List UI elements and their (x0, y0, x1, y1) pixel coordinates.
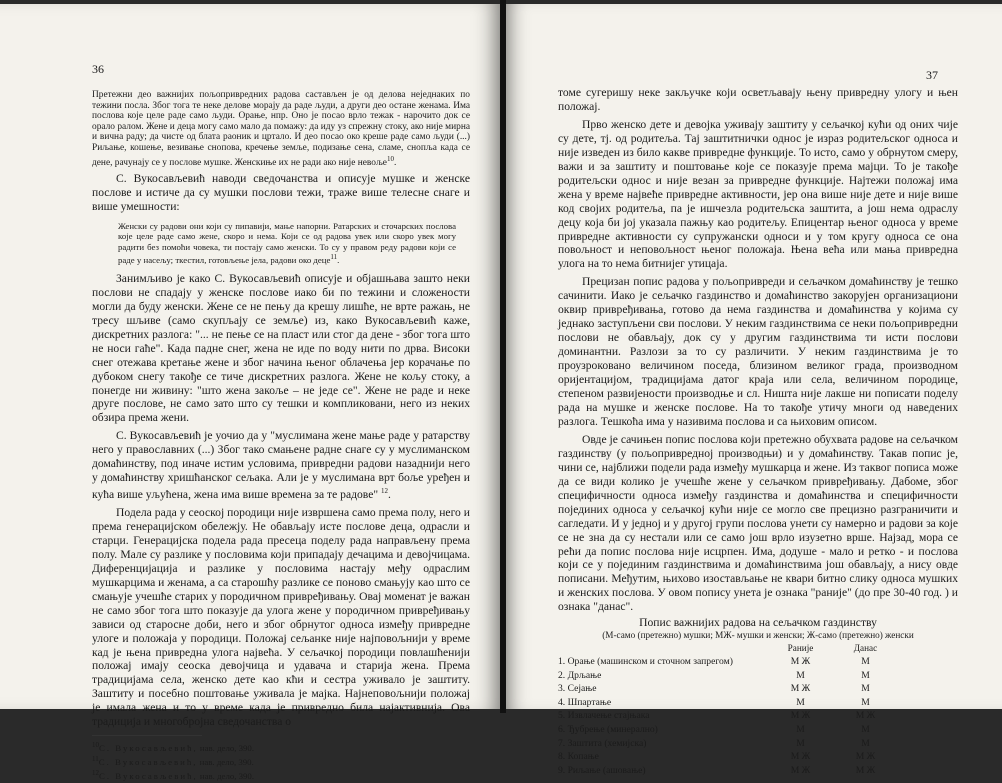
table-row: 6. Ђубрење (минерално) М М (558, 724, 870, 736)
table-row: 8. Копање М Ж М Ж (558, 751, 876, 763)
footnote-divider (92, 735, 202, 736)
table-legend: (М-само (претежно) мушки; МЖ- мушки и женски; Ж-само (претежно) женски (602, 630, 914, 641)
table-row: 7. Заштита (хемијска) М М (558, 737, 870, 749)
page-number: 37 (926, 68, 938, 82)
footnote: $^{12}$С. Вукосављевић, нав. дело, 390. (92, 769, 255, 782)
paragraph: Овде је сачињен попис послова који претежно обухвата радове на сељачком газдинству (у пољопривредној производњи) и у домаћинству. Такав попис је, чини се, најближи подели рада између мушкарца и жене. Из таквог пописа може да се види колико је учешће жене у сељачком привређивању. Дабоме, због специфичности односа између газдинства и домаћинства и специфичности појединих односа у сељачкој кући није се могло све прецизно разграничити и сагледати. И у једној и у другој групи послова унети су намерно и радови за које се не зна да су нестали или се само још врло изузетно врше. Најзад, мора се рећи да попис послова није исцрпен. Има, додуше - мало и ретко - и послова који се у појединим газдинствима и домаћинствима још обављају, а нису овде пописани. Међутим, њихово изостављање не квари битно слику односа мушких и женских послова. У овом попису унета је ознака "раније" (до пре 30-40 год. ) и ознака "данас". (558, 432, 958, 614)
block-quote: Женски су радови они који су пипавији, мање напорни. Ратарских и сточарских послова које целе раде само жене, скоро и нема. Који се од радова увек или скоро увек могу радити без помоћи човека, ти постају само женски. То су у правом реду радови који се раде у насељу; ткестил, готовљење јела, радови око деце$^{11}$. (118, 221, 456, 265)
table-row: 5. Извлачење стајњака М Ж М Ж (558, 710, 876, 722)
work-list-table (558, 641, 898, 777)
left-page (0, 4, 500, 782)
table-title: Попис важнијих радова на сељачком газдинству (639, 616, 877, 630)
table-row: 2. Дрљање М М (558, 669, 870, 681)
right-page (506, 4, 1002, 776)
paragraph: С. Вукосављевић је уочио да у "муслимана жене мање раде у ратарству него у православних (...) Због тако смањене радне снаге су у муслиманском домаћинству, под иначе истим условима, привредни радови назаднији него у домаћинству хришћанског сељака. Али је у муслимана врт боље уређен и кућа више уљућена, жена има више времена за те радове" $^{12}$. (92, 429, 470, 502)
paragraph: С. Вукосављевић наводи сведочанства и описује мушке и женске послове и истиче да су мушки послови тежи, траже више телесне снаге и више умешности: (92, 172, 470, 214)
left-text-column (92, 90, 470, 783)
page-number: 36 (92, 62, 104, 76)
table-row: 1. Орање (машинском и сточном запрегом) М Ж М (558, 656, 870, 668)
column-header: Данас (853, 643, 878, 654)
footnote: $^{10}$С. Вукосављевић, нав. дело, 390. (92, 741, 255, 754)
table-row: 4. Шпартање М М (558, 696, 870, 708)
paragraph: Прво женско дете и девојка уживају заштиту у сељачкој кући од оних чије су дете, тј. од родитеља. Тај заштитнички однос је израз родитељског односа и није изведен из било какве привредне функције. То исто, само у обрнутом смеру, важи и за заштиту и поштовање које се показује према мајци. То је такође родитељски однос и није везан за привредне функције. Најтежи положај има жена у време највеће привредне активности, јер она више није дете и није више код својих родитеља, па је ишчезла родитељска заштита, а још нема одраслу децу која би јој указала пажњу као родитељу. Епицентар њеног односа у време привредне активности су супружански односи и у том кругу односа се она повољност и неповољност њеног положаја. Њена већа или мања привредна улога на то нема битнијег утицаја. (558, 117, 958, 271)
footnotes (92, 740, 470, 782)
footnote-ref: 11 (330, 252, 338, 261)
footnote: $^{11}$С. Вукосављевић, нав. дело, 390. (92, 755, 254, 768)
table-row: 9. Риљање (ашовање) М Ж М Ж (558, 764, 876, 776)
column-header: Раније (787, 643, 814, 654)
footnote-ref: 10 (386, 154, 394, 163)
paragraph: Подела рада у сеоској породици није извршена само према полу, него и према генерацијском обележју. Не обављају исте послове деца, одрасли и старци. Генерацијска подела рада пресеца поделу рада направљену према полу. Мале су разлике у пословима који припадају дечацима и девојчицама. Диференцијација и разлике у пословима настају међу одраслим мушкарцима и женама, а са старошћу разлике се поново смањују као што се смањује учешће старих у породичном привређивању. Овај моменат је важан не само због тога што показује да улога жене у породичном привређивању зависи од старосне доби, него и због обрнутог односа између привредне улоге и положаја у породици. Положај сељанке није најповољнији у време кад је њена привредна улога највећа. У сељачкој породици повлашћенији положај имају сеоска девојчица и удавача и старија жена. Према традицијама села, женско дете као кћи и сестра уживало је заштиту. Заштиту и посебно поштовање уживала је мајка. Најнеповољнији положај је имала жена и то у време када је привредно била најактивнија. Ова традиција и многобројна сведочанства о (92, 505, 470, 729)
right-text-column (558, 86, 958, 777)
table-header-row (558, 641, 898, 655)
paragraph: Прецизан попис радова у пољопривреди и сељачком домаћинству је тешко сачинити. Иако је сељачко газдинство и домаћинство закорујен организациони оквир привређивања, готово да нема газдинства и домаћинства у којима су једнако заступљени сви послови. У неким газдинствима се неки пољопривредни послови не обављају, док су у другим газдинствима ти исти послови доминантни. Разлози за то су различити. У неким газдинствима је то проузроковано величином поседа, близином великог града, производном оријентацијом, традицијама датог краја или села, величином породице, степеном развијености производње и сл. Ништа није лакше ни пописати поделу рада на мушке и женске послове. На то такође утичу многи од наведених разлога. Тешкоћа има у називима послова и са њиховим описом. (558, 275, 958, 428)
intro-quote: Претежни део важнијих пољопривредних радова састављен је од делова неједнаких по тежини посла. Због тога те неке делове морају да раде људи, а други део остане женама. Има послова које целе раде само људи. Орање, нпр. Оно је посао врло тежак - нарочито док се орало ралом. Жене и деца могу само мало да помажу: да иду уз спрежну стоку, ако није мирна и вична раду; да чисте од блата раоник и цртало. И део посао око креше раде само људи (...) Риљање, кошење, везивање снопова, кречење земље, подизање сена, сламе, снопља када се дене, рачунају се у послове мушке. Женскиње их не ради ако није невоље$^{10}$. (92, 90, 470, 168)
table-row: 3. Сејање М Ж М (558, 683, 870, 695)
footnote-ref: 12 (381, 487, 388, 496)
paragraph: томе сугеришу неке закључке који осветљавају њену привредну улогу и њен положај. (558, 86, 958, 113)
paragraph: Занимљиво је како С. Вукосављевић описује и објашњава зашто неки послови не спадају у женске послове иако би по тежини и сложености могли да буду женски. Жене се не пењу да крешу лишће, не врте ражањ, не тресу шљиве (само скупљају се земље) из, како Вукосављевић каже, дискретних разлога: "... не пење се на пласт или стог да дене - због тога што не носи гаће". Када падне снег, жена не иде по воду нити по дрва. Високи снег отежава кретање жене и због начина њеног облачења јер корачање по дубоком снегу такође се тиче дискретних разлога. Жене не кољу стоку, а понегде ни живину: "што жена закоље – не једе се". Жене не раде и неке друге послове, не само зато што су тешки и компликовани, него из неких обзира према жени. (92, 271, 470, 425)
